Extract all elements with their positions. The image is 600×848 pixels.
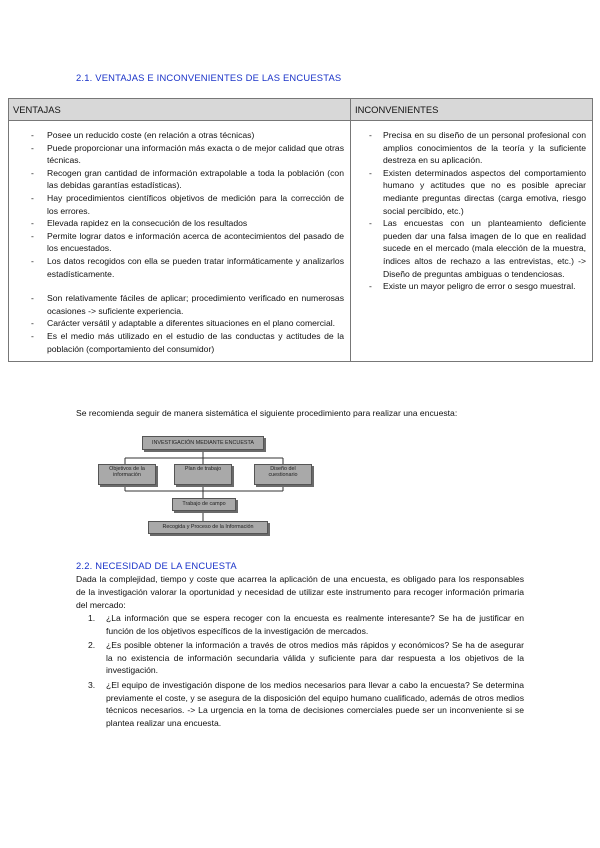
procedure-intro: Se recomienda seguir de manera sistemática el siguiente procedimiento para realizar una encuesta:: [76, 408, 458, 418]
item-number: 1.: [88, 613, 96, 623]
ventaja-item: - Puede proporcionar una información más exacta o de mejor calidad que otras técnicas.: [17, 142, 344, 167]
ventaja-item: - Los datos recogidos con ella se pueden tratar informáticamente y analizarlos estadísticamente.: [17, 255, 344, 280]
inconveniente-item: - Existen determinados aspectos del comportamiento humano y actitudes que no es posible apreciar mediante preguntas directas (carga emotiva, riesgo social percibido, etc.): [359, 167, 586, 217]
section-title-necesidad: 2.2. NECESIDAD DE LA ENCUESTA: [76, 560, 237, 571]
ventaja-item: - Carácter versátil y adaptable a diferentes situaciones en el plano comercial.: [17, 317, 344, 330]
item-number: 3.: [88, 679, 96, 690]
ventajas-list: [17, 129, 344, 355]
inconveniente-item: - Existe un mayor peligro de error o sesgo muestral.: [359, 280, 586, 293]
diagram-box-recogida: Recogida y Proceso de la Información: [148, 521, 268, 534]
inconvenientes-list: [359, 129, 586, 293]
necesidad-list: [76, 612, 524, 731]
diagram-box-plan: Plan de trabajo: [174, 464, 232, 485]
diagram-box-diseno: Diseño del cuestionario: [254, 464, 312, 485]
necesidad-paragraph: Dada la complejidad, tiempo y coste que acarrea la aplicación de una encuesta, es obligado para los responsables de la investigación valorar la oportunidad y necesidad de utilizar este instrumento para recoger información primaria del mercado:: [76, 574, 524, 610]
inconveniente-item: - Precisa en su diseño de un personal profesional con amplios conocimientos de la teoría y la suficiente destreza en su aplicación.: [359, 129, 586, 167]
necesidad-item: [76, 679, 524, 729]
section-title-ventajas: 2.1. VENTAJAS E INCONVENIENTES DE LAS ENCUESTAS: [76, 72, 342, 83]
ventaja-item: - Son relativamente fáciles de aplicar; procedimiento verificado en numerosas ocasiones -> suficiente experiencia.: [17, 292, 344, 317]
necesidad-item: [76, 612, 524, 637]
ventaja-item: - Es el medio más utilizado en el estudio de las conductas y actitudes de la población (comportamiento del consumidor): [17, 330, 344, 355]
inconvenientes-cell: [351, 121, 593, 362]
diagram-box-trabajo-campo: Trabajo de campo: [172, 498, 236, 511]
item-text: ¿Es posible obtener la información a través de otros medios más rápidos y económicos? Se ha de asegurar la no existencia de información secundaria válida y suficiente para dar respuesta a los objetivos de la investigación.: [106, 640, 524, 676]
ventaja-item: - Elevada rapidez en la consecución de los resultados: [17, 217, 344, 230]
ventaja-item: - Recogen gran cantidad de información extrapolable a toda la población (con las debidas garantías estadísticas).: [17, 167, 344, 192]
ventajas-inconvenientes-table: [8, 98, 593, 362]
procedure-diagram: [90, 428, 530, 544]
diagram-box-objetivos: Objetivos de la información: [98, 464, 156, 485]
ventaja-item: - Posee un reducido coste (en relación a otras técnicas): [17, 129, 344, 142]
necesidad-item: [76, 639, 524, 677]
diagram-box-investigacion: INVESTIGACIÓN MEDIANTE ENCUESTA: [142, 436, 264, 450]
item-text: ¿El equipo de investigación dispone de los medios necesarios para llevar a cabo la encuesta? Se determina previamente el coste, y se asegura de la disposición del equipo humano cualificado, además de otros medios técnicos necesarios. -> La urgencia en la toma de decisiones comerciales puede ser un inconveniente si se plantea realizar una encuesta.: [106, 679, 524, 728]
ventaja-item: - Permite lograr datos e información acerca de acontecimientos del pasado de los encuestados.: [17, 230, 344, 255]
ventajas-cell: [9, 121, 351, 362]
item-text: ¿La información que se espera recoger con la encuesta es realmente interesante? Se ha de justificar en función de los objetivos específicos de la investigación de mercados.: [106, 613, 524, 636]
header-ventajas: VENTAJAS: [9, 99, 351, 121]
item-number: 2.: [88, 640, 96, 651]
ventaja-item: - Hay procedimientos científicos objetivos de medición para la corrección de los errores.: [17, 192, 344, 217]
inconveniente-item: - Las encuestas con un planteamiento deficiente pueden dar una falsa imagen de lo que en realidad sucede en el mercado (mala elección de la muestra, índices altos de rechazo a las entrevistas, etc.) -> Diseño de preguntas ambiguas o tendenciosas.: [359, 217, 586, 280]
header-inconvenientes: INCONVENIENTES: [351, 99, 593, 121]
